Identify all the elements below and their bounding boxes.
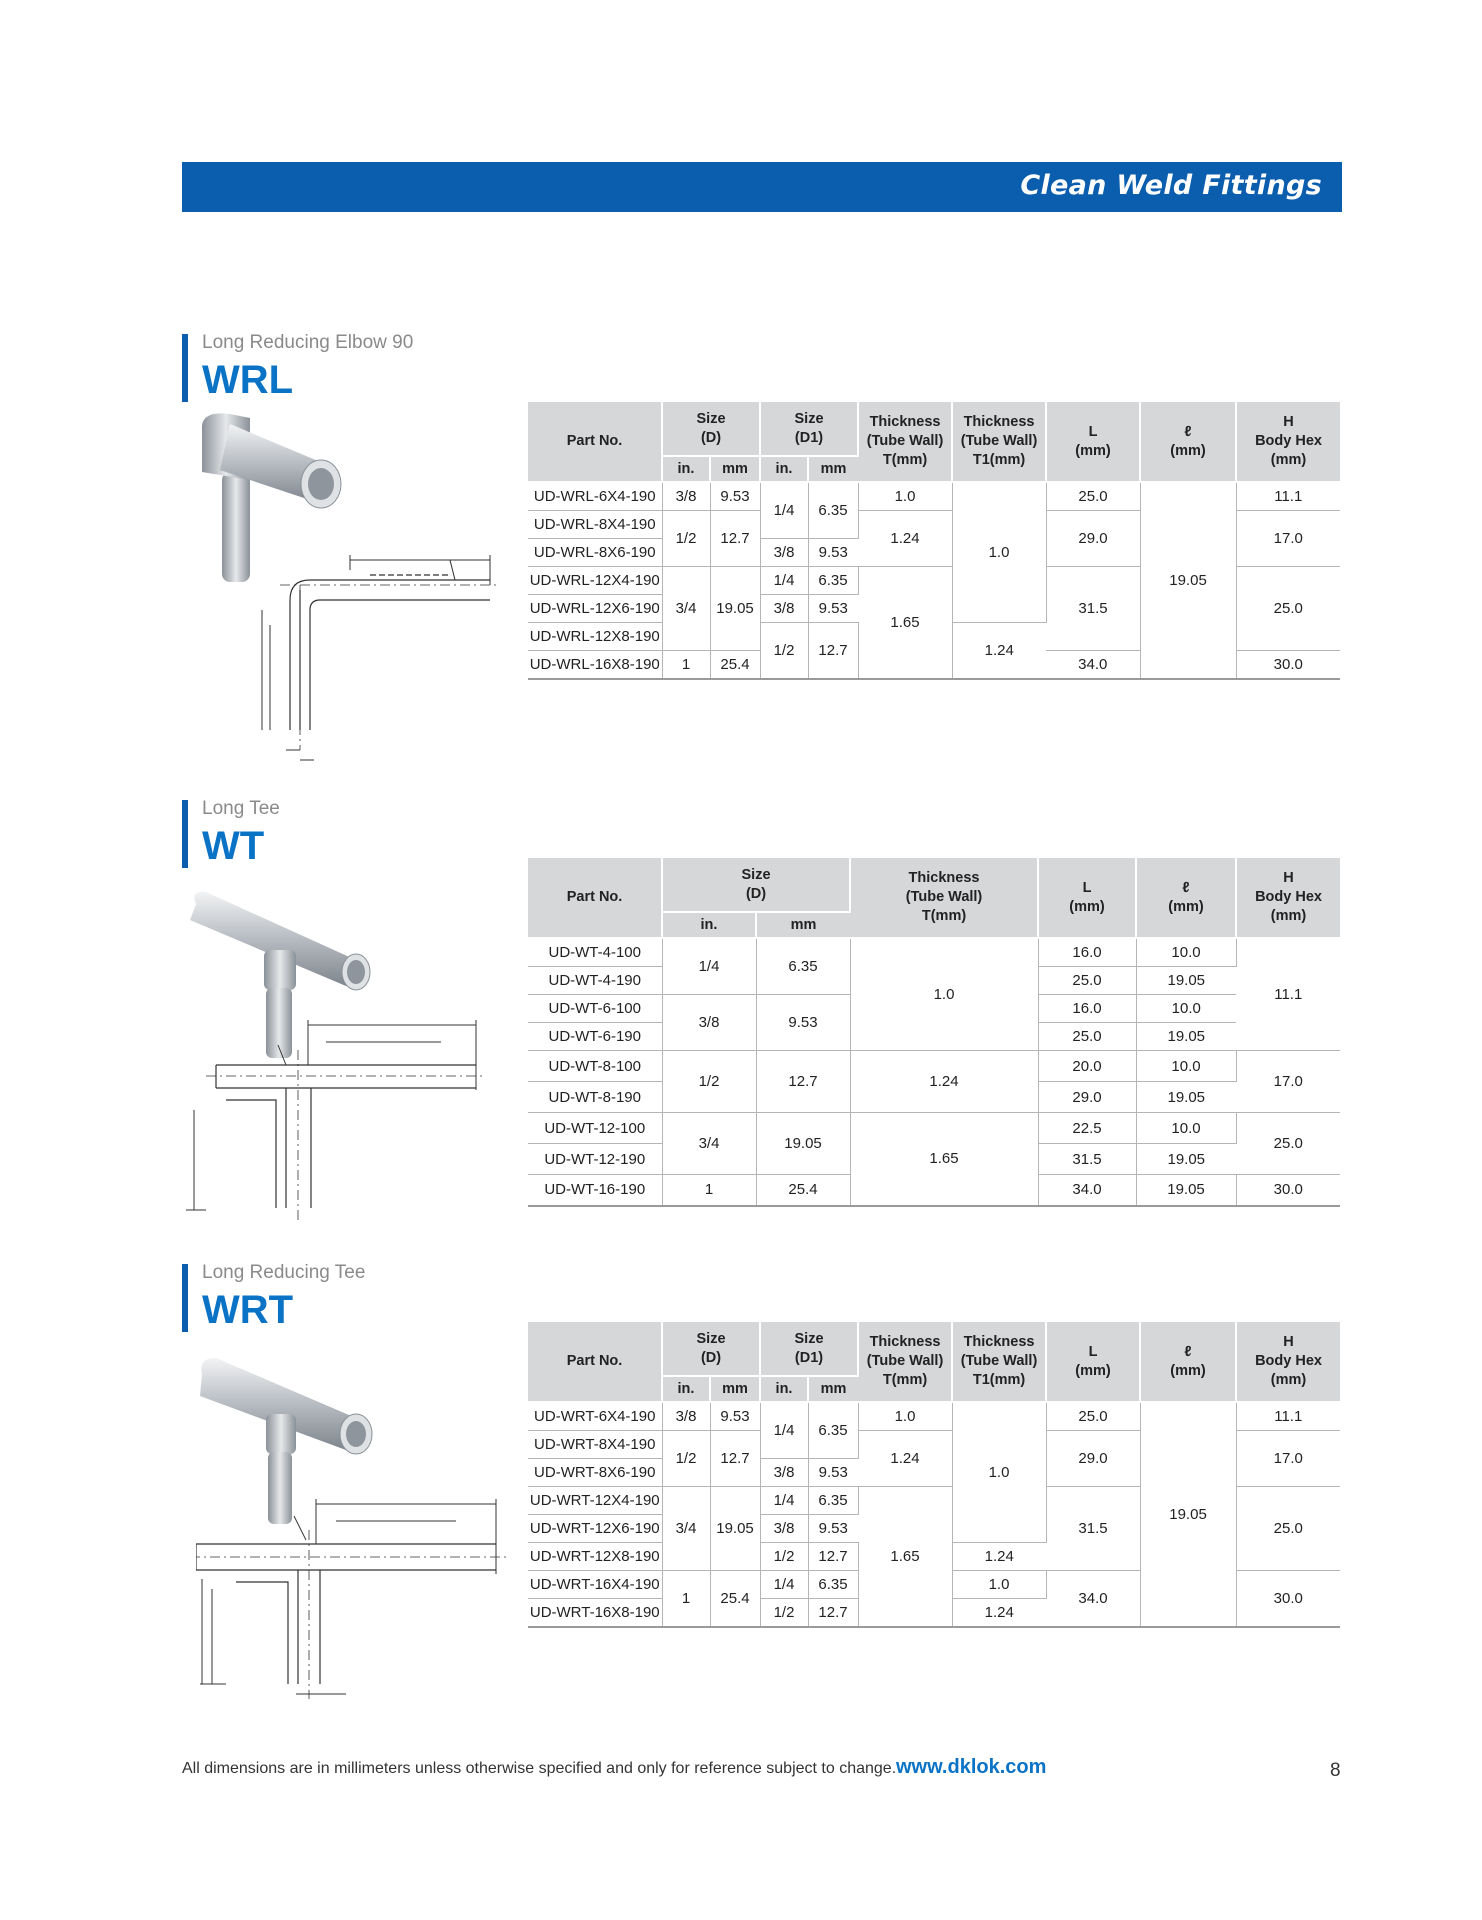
body-hex-cell: 30.0: [1236, 1175, 1340, 1206]
col-body-hex: H Body Hex (mm): [1236, 402, 1340, 482]
size-d-mm-cell: 6.35: [756, 938, 850, 995]
part-no-cell: UD-WT-6-100: [528, 995, 662, 1023]
size-d1-in-cell: 1/4: [760, 1487, 808, 1515]
part-no-cell: UD-WRT-16X8-190: [528, 1599, 662, 1628]
header-banner: [182, 162, 1342, 212]
size-d-in-cell: 1/2: [662, 1051, 756, 1113]
size-d-mm-cell: 19.05: [710, 567, 760, 651]
size-d1-in-cell: 1/4: [760, 1402, 808, 1459]
col-length-l: L (mm): [1046, 402, 1140, 482]
thickness-t1-cell: 1.24: [952, 623, 1046, 680]
size-d-in-cell: 3/8: [662, 1402, 710, 1431]
section-code: WRL: [202, 358, 294, 402]
thickness-t-cell: 1.65: [858, 567, 952, 680]
section-accent-bar: [182, 334, 188, 402]
col-mm: mm: [808, 456, 858, 482]
wt-render: [190, 892, 370, 1058]
size-d1-in-cell: 3/8: [760, 1515, 808, 1543]
length-l-cell: 25.0: [1038, 967, 1136, 995]
part-no-cell: UD-WT-4-190: [528, 967, 662, 995]
size-d1-mm-cell: 6.35: [808, 567, 858, 595]
thickness-t1-cell: 1.24: [952, 1543, 1046, 1571]
length-ell-cell: 19.05: [1140, 1402, 1236, 1627]
wt-spec-table: [528, 858, 1340, 1207]
col-size-d: Size (D): [662, 402, 760, 456]
size-d-in-cell: 1/4: [662, 938, 756, 995]
col-part-no: Part No.: [528, 858, 662, 938]
body-hex-cell: 25.0: [1236, 1113, 1340, 1175]
length-ell-cell: 10.0: [1136, 1113, 1236, 1144]
size-d1-mm-cell: 9.53: [808, 539, 858, 567]
wrt-render: [200, 1358, 372, 1524]
table-row: [528, 1402, 1340, 1431]
length-ell-cell: 19.05: [1136, 1144, 1236, 1175]
size-d1-in-cell: 3/8: [760, 595, 808, 623]
part-no-cell: UD-WT-8-190: [528, 1082, 662, 1113]
size-d1-in-cell: 1/4: [760, 567, 808, 595]
length-l-cell: 31.5: [1046, 567, 1140, 651]
length-ell-cell: 10.0: [1136, 938, 1236, 967]
part-no-cell: UD-WRL-12X4-190: [528, 567, 662, 595]
thickness-t1-cell: 1.24: [952, 1599, 1046, 1628]
length-ell-cell: 10.0: [1136, 1051, 1236, 1082]
part-no-cell: UD-WT-4-100: [528, 938, 662, 967]
part-no-cell: UD-WRL-8X6-190: [528, 539, 662, 567]
wrt-diagram: [196, 1354, 516, 1714]
body-hex-cell: 17.0: [1236, 511, 1340, 567]
size-d-in-cell: 3/4: [662, 1487, 710, 1571]
part-no-cell: UD-WRT-12X4-190: [528, 1487, 662, 1515]
col-body-hex: H Body Hex (mm): [1236, 1322, 1340, 1402]
wt-drawing: [186, 1020, 486, 1220]
col-in: in.: [760, 456, 808, 482]
size-d1-in-cell: 3/8: [760, 539, 808, 567]
col-part-no: Part No.: [528, 1322, 662, 1402]
size-d-mm-cell: 19.05: [756, 1113, 850, 1175]
size-d1-in-cell: 3/8: [760, 1459, 808, 1487]
size-d-in-cell: 3/4: [662, 1113, 756, 1175]
part-no-cell: UD-WRT-16X4-190: [528, 1571, 662, 1599]
thickness-t1-cell: 1.0: [952, 482, 1046, 623]
wrl-render: [202, 413, 341, 582]
size-d-mm-cell: 25.4: [710, 651, 760, 680]
size-d-in-cell: 1: [662, 1571, 710, 1628]
size-d1-in-cell: 1/2: [760, 623, 808, 680]
size-d1-in-cell: 1/2: [760, 1599, 808, 1628]
footer-note: All dimensions are in millimeters unless otherwise specified and only for reference subject to change.: [182, 1760, 897, 1777]
col-in: in.: [662, 912, 756, 938]
length-l-cell: 34.0: [1046, 651, 1140, 680]
size-d-mm-cell: 12.7: [756, 1051, 850, 1113]
section-subtitle: Long Reducing Elbow 90: [202, 332, 414, 353]
col-mm: mm: [710, 456, 760, 482]
thickness-t-cell: 1.0: [858, 1402, 952, 1431]
body-hex-cell: 25.0: [1236, 1487, 1340, 1571]
table-row: [528, 1051, 1340, 1082]
length-l-cell: 16.0: [1038, 938, 1136, 967]
part-no-cell: UD-WT-12-190: [528, 1144, 662, 1175]
body-hex-cell: 17.0: [1236, 1051, 1340, 1113]
size-d-in-cell: 1: [662, 1175, 756, 1206]
col-thickness-t1: Thickness (Tube Wall) T1(mm): [952, 402, 1046, 482]
part-no-cell: UD-WRT-8X6-190: [528, 1459, 662, 1487]
length-ell-cell: 19.05: [1136, 967, 1236, 995]
size-d-mm-cell: 19.05: [710, 1487, 760, 1571]
col-size-d: Size (D): [662, 1322, 760, 1376]
thickness-t-cell: 1.24: [858, 511, 952, 567]
size-d1-mm-cell: 6.35: [808, 1487, 858, 1515]
size-d1-mm-cell: 6.35: [808, 1571, 858, 1599]
length-ell-cell: 10.0: [1136, 995, 1236, 1023]
body-hex-cell: 11.1: [1236, 1402, 1340, 1431]
table-row: [528, 1113, 1340, 1144]
size-d-mm-cell: 25.4: [710, 1571, 760, 1628]
col-length-ell: ℓ (mm): [1140, 1322, 1236, 1402]
size-d1-in-cell: 1/2: [760, 1543, 808, 1571]
body-hex-cell: 25.0: [1236, 567, 1340, 651]
col-length-l: L (mm): [1038, 858, 1136, 938]
col-in: in.: [760, 1376, 808, 1402]
length-l-cell: 34.0: [1038, 1175, 1136, 1206]
length-l-cell: 29.0: [1046, 1431, 1140, 1487]
thickness-t1-cell: 1.0: [952, 1402, 1046, 1543]
size-d-mm-cell: 9.53: [710, 1402, 760, 1431]
part-no-cell: UD-WRL-16X8-190: [528, 651, 662, 680]
length-ell-cell: 19.05: [1136, 1023, 1236, 1051]
col-mm: mm: [808, 1376, 858, 1402]
size-d1-mm-cell: 6.35: [808, 1402, 858, 1459]
section-code: WT: [202, 824, 265, 868]
part-no-cell: UD-WT-6-190: [528, 1023, 662, 1051]
wt-diagram: [186, 890, 516, 1230]
thickness-t1-cell: 1.0: [952, 1571, 1046, 1599]
size-d-mm-cell: 12.7: [710, 1431, 760, 1487]
length-l-cell: 16.0: [1038, 995, 1136, 1023]
length-ell-cell: 19.05: [1136, 1175, 1236, 1206]
thickness-t-cell: 1.65: [850, 1113, 1038, 1206]
size-d-in-cell: 3/4: [662, 567, 710, 651]
size-d1-mm-cell: 12.7: [808, 1599, 858, 1628]
col-part-no: Part No.: [528, 402, 662, 482]
section-subtitle: Long Tee: [202, 798, 280, 819]
thickness-t-cell: 1.24: [850, 1051, 1038, 1113]
part-no-cell: UD-WRT-12X8-190: [528, 1543, 662, 1571]
size-d1-mm-cell: 9.53: [808, 1459, 858, 1487]
thickness-t-cell: 1.0: [850, 938, 1038, 1051]
wrt-spec-table: [528, 1322, 1340, 1628]
part-no-cell: UD-WT-12-100: [528, 1113, 662, 1144]
section-accent-bar: [182, 800, 188, 868]
part-no-cell: UD-WRL-6X4-190: [528, 482, 662, 511]
col-thickness-t: Thickness (Tube Wall) T(mm): [858, 402, 952, 482]
col-size-d1: Size (D1): [760, 1322, 858, 1376]
thickness-t-cell: 1.0: [858, 482, 952, 511]
wrt-drawing: [196, 1499, 506, 1699]
length-l-cell: 31.5: [1046, 1487, 1140, 1571]
length-l-cell: 29.0: [1046, 511, 1140, 567]
size-d1-in-cell: 1/4: [760, 1571, 808, 1599]
length-ell-cell: 19.05: [1136, 1082, 1236, 1113]
size-d1-mm-cell: 12.7: [808, 623, 858, 680]
col-size-d1: Size (D1): [760, 402, 858, 456]
size-d-mm-cell: 9.53: [756, 995, 850, 1051]
thickness-t-cell: 1.65: [858, 1487, 952, 1628]
col-length-l: L (mm): [1046, 1322, 1140, 1402]
table-row: [528, 482, 1340, 511]
body-hex-cell: 11.1: [1236, 938, 1340, 1051]
col-thickness-t1: Thickness (Tube Wall) T1(mm): [952, 1322, 1046, 1402]
size-d-mm-cell: 9.53: [710, 482, 760, 511]
table-row: [528, 938, 1340, 967]
body-hex-cell: 17.0: [1236, 1431, 1340, 1487]
size-d-in-cell: 3/8: [662, 482, 710, 511]
body-hex-cell: 30.0: [1236, 651, 1340, 680]
wrl-drawing: [262, 555, 500, 760]
size-d-in-cell: 3/8: [662, 995, 756, 1051]
part-no-cell: UD-WRL-12X8-190: [528, 623, 662, 651]
length-l-cell: 25.0: [1046, 482, 1140, 511]
size-d1-in-cell: 1/4: [760, 482, 808, 539]
size-d-in-cell: 1/2: [662, 511, 710, 567]
size-d1-mm-cell: 9.53: [808, 1515, 858, 1543]
size-d1-mm-cell: 12.7: [808, 1543, 858, 1571]
size-d-in-cell: 1: [662, 651, 710, 680]
part-no-cell: UD-WT-16-190: [528, 1175, 662, 1206]
length-l-cell: 34.0: [1046, 1571, 1140, 1628]
wrl-diagram: [190, 410, 510, 770]
part-no-cell: UD-WRT-6X4-190: [528, 1402, 662, 1431]
body-hex-cell: 30.0: [1236, 1571, 1340, 1628]
part-no-cell: UD-WRL-8X4-190: [528, 511, 662, 539]
length-ell-cell: 19.05: [1140, 482, 1236, 679]
col-in: in.: [662, 456, 710, 482]
col-in: in.: [662, 1376, 710, 1402]
website-link[interactable]: www.dklok.com: [896, 1756, 1047, 1778]
part-no-cell: UD-WT-8-100: [528, 1051, 662, 1082]
size-d1-mm-cell: 6.35: [808, 482, 858, 539]
wrl-spec-table: [528, 402, 1340, 680]
col-length-ell: ℓ (mm): [1140, 402, 1236, 482]
part-no-cell: UD-WRT-8X4-190: [528, 1431, 662, 1459]
col-size-d: Size (D): [662, 858, 850, 912]
part-no-cell: UD-WRT-12X6-190: [528, 1515, 662, 1543]
size-d1-mm-cell: 9.53: [808, 595, 858, 623]
length-l-cell: 25.0: [1038, 1023, 1136, 1051]
length-l-cell: 22.5: [1038, 1113, 1136, 1144]
col-length-ell: ℓ (mm): [1136, 858, 1236, 938]
section-subtitle: Long Reducing Tee: [202, 1262, 366, 1283]
section-code: WRT: [202, 1288, 294, 1332]
length-l-cell: 20.0: [1038, 1051, 1136, 1082]
col-thickness-t: Thickness (Tube Wall) T(mm): [858, 1322, 952, 1402]
section-accent-bar: [182, 1264, 188, 1332]
page-number: 8: [1330, 1760, 1341, 1781]
body-hex-cell: 11.1: [1236, 482, 1340, 511]
header-title: Clean Weld Fittings: [1020, 170, 1322, 201]
part-no-cell: UD-WRL-12X6-190: [528, 595, 662, 623]
length-l-cell: 31.5: [1038, 1144, 1136, 1175]
col-mm: mm: [710, 1376, 760, 1402]
size-d-in-cell: 1/2: [662, 1431, 710, 1487]
col-body-hex: H Body Hex (mm): [1236, 858, 1340, 938]
size-d-mm-cell: 12.7: [710, 511, 760, 567]
length-l-cell: 29.0: [1038, 1082, 1136, 1113]
col-thickness-t: Thickness (Tube Wall) T(mm): [850, 858, 1038, 938]
size-d-mm-cell: 25.4: [756, 1175, 850, 1206]
thickness-t-cell: 1.24: [858, 1431, 952, 1487]
col-mm: mm: [756, 912, 850, 938]
length-l-cell: 25.0: [1046, 1402, 1140, 1431]
